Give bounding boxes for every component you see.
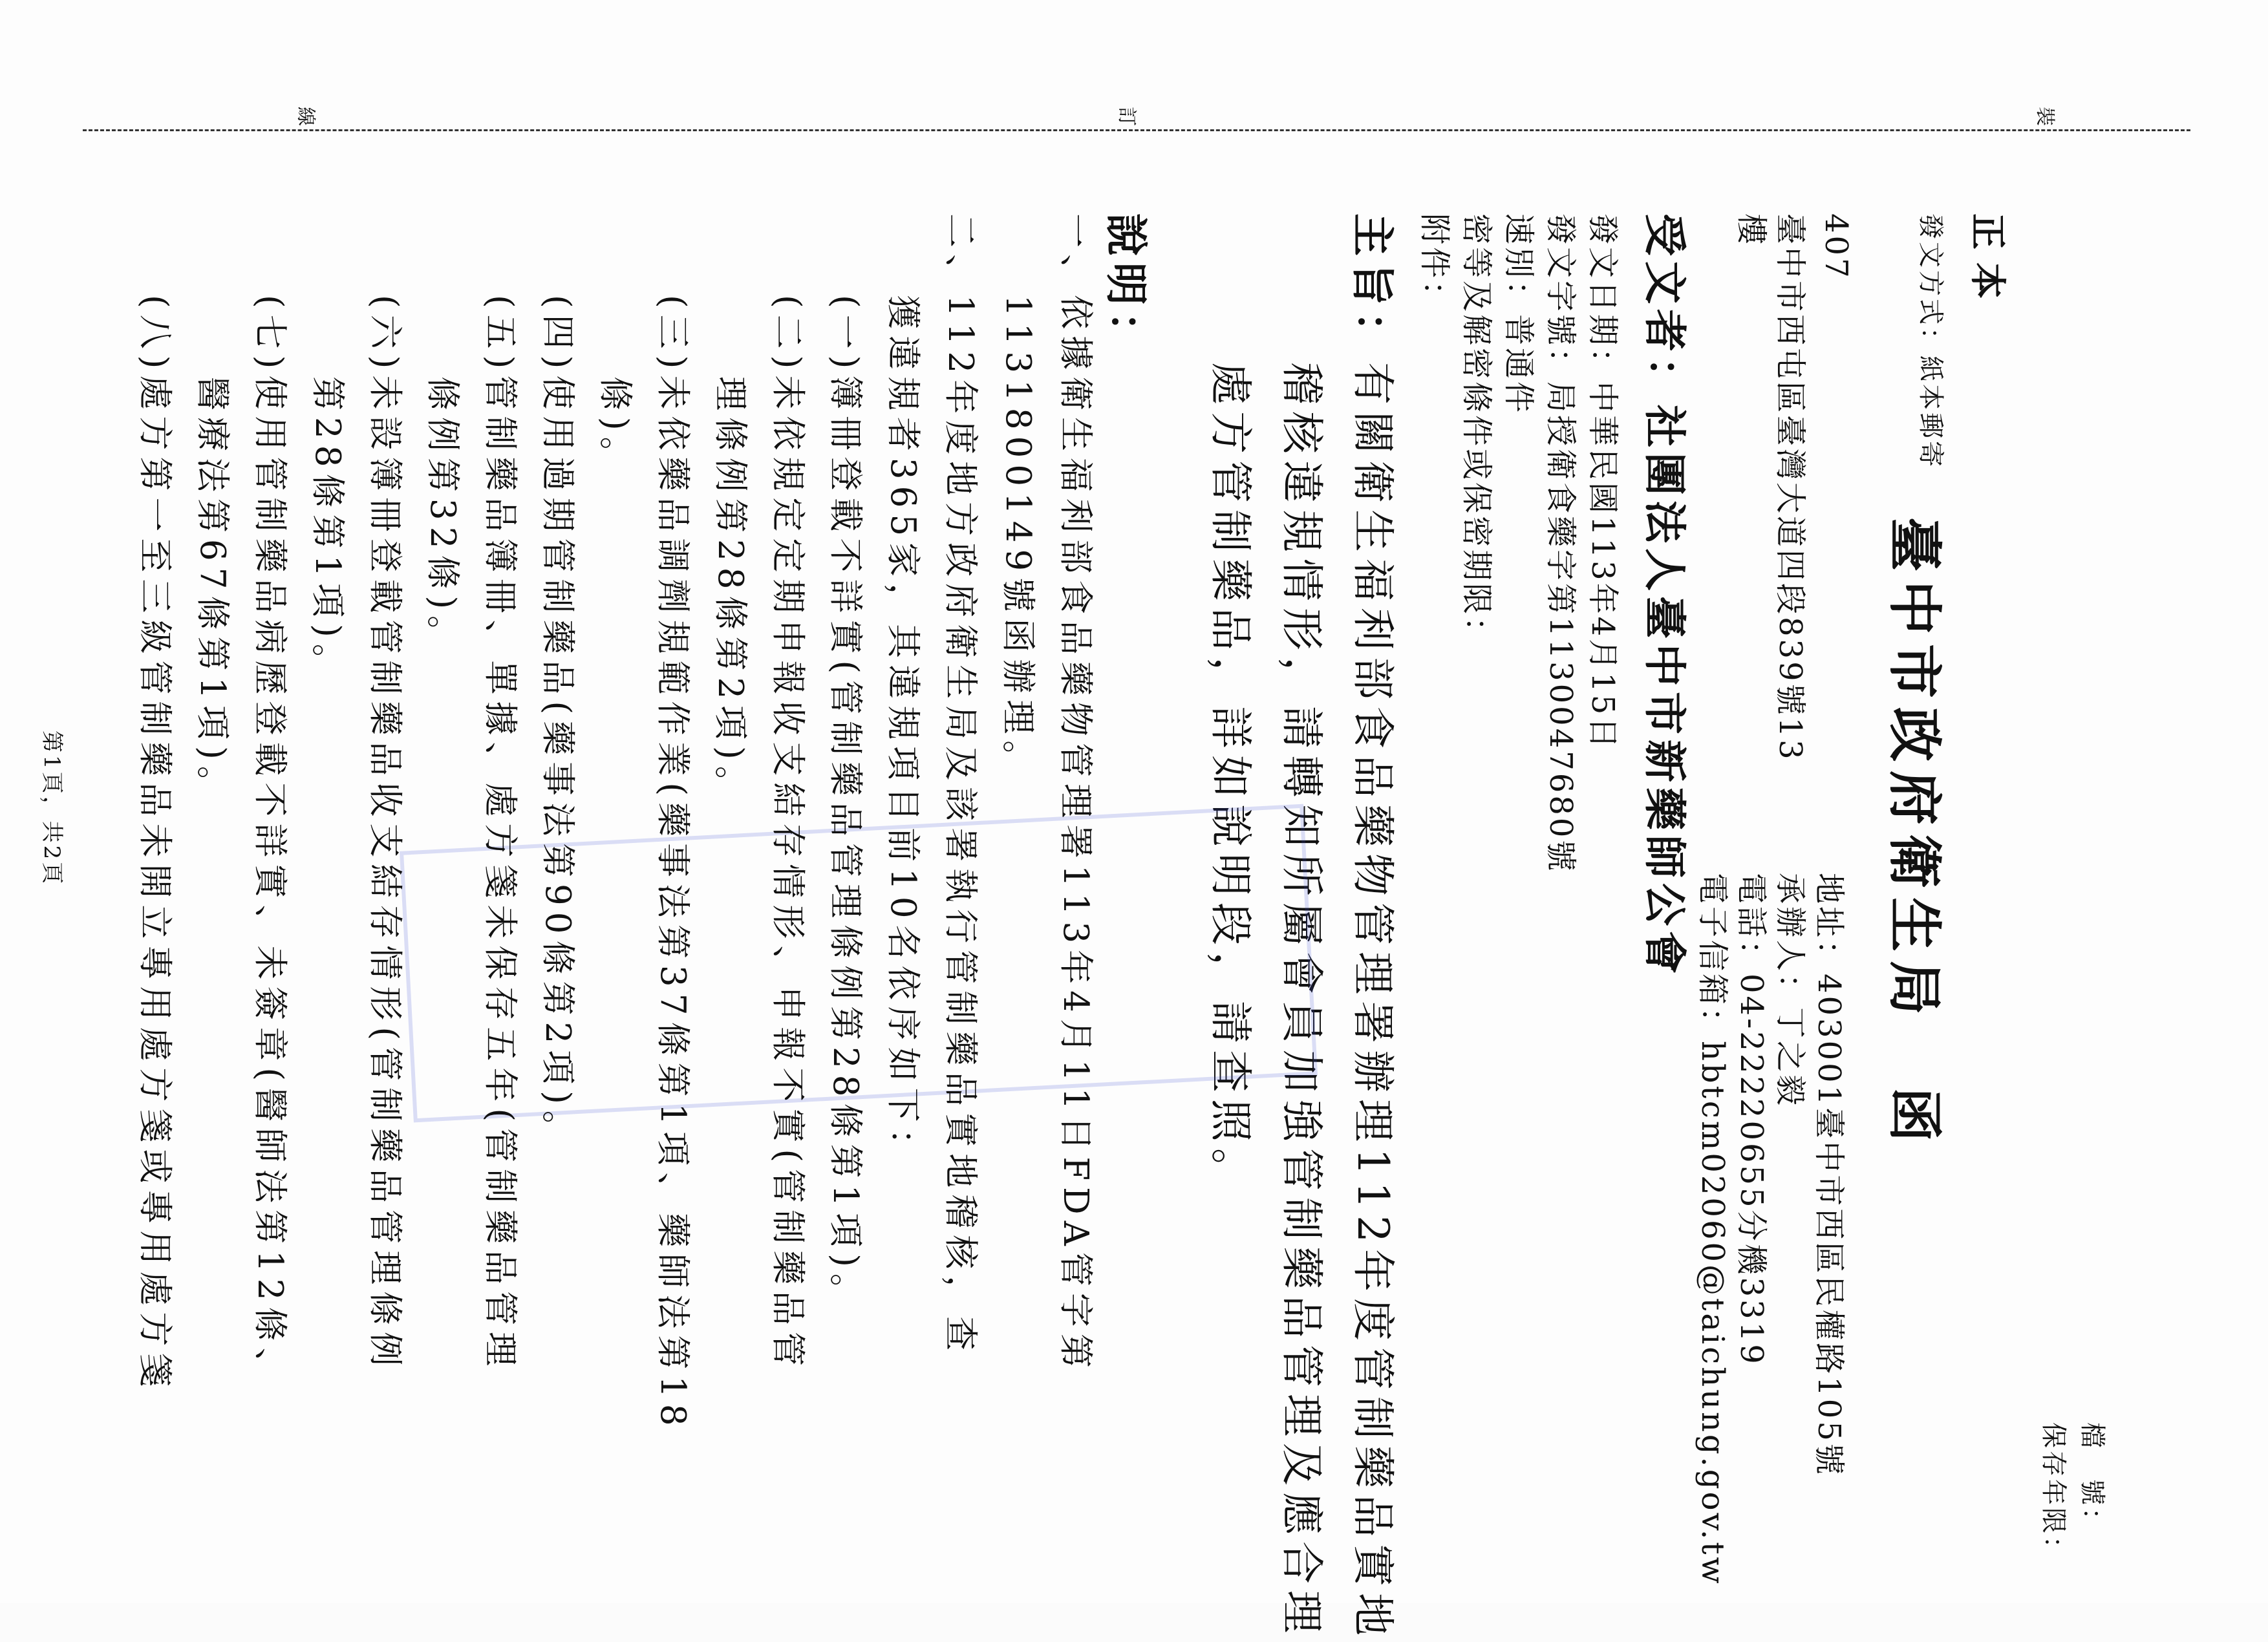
explanation-line: 一、依據衛生福利部食品藥物管理署113年4月11日FDA管字第 (1056, 213, 1095, 1374)
subject-line: 有關衛生福利部食品藥物管理署辦理112年度管制藥品實地 (1348, 362, 1398, 1642)
original-copy-label: 正本 (1966, 213, 2009, 312)
explanation-label: 說明： (1101, 213, 1151, 361)
explanation-line: (六)未設簿冊登載管制藥品收支結存情形(管制藥品管理條例 (365, 213, 405, 1373)
sender-address-line1: 臺中市西屯區臺灣大道四段839號13 (1772, 213, 1808, 762)
explanation-line: 第28條第1項)。 (308, 213, 347, 685)
binding-mark-zhuang: 裝 (2033, 107, 2056, 126)
sender-address-line2: 樓 (1733, 213, 1770, 248)
explanation-line: 條例第32條)。 (423, 213, 462, 657)
recipient: 受文者：社團法人臺中市新藥師公會 (1640, 213, 1690, 979)
binding-line (83, 129, 2190, 133)
contact-phone: 電話：04-22220655分機3319 (1733, 873, 1770, 1367)
priority: 速別：普通件 (1501, 213, 1537, 416)
file-number-label: 檔 號： (2077, 1422, 2107, 1536)
explanation-line: (一)簿冊登載不詳實(管制藥品管理條例第28條第1項)。 (826, 213, 865, 1314)
explanation-line: (四)使用過期管制藥品(藥事法第90條第2項)。 (538, 213, 577, 1151)
sender-postal-code: 407 (1818, 213, 1854, 281)
contact-person: 承辦人：丁之毅 (1772, 873, 1808, 1109)
subject-line: 處方管制藥品，詳如說明段，請查照。 (1206, 362, 1256, 1197)
explanation-line: (三)未依藥品調劑規範作業(藥事法第37條第1項、藥師法第18 (653, 213, 692, 1433)
subject-label: 主旨： (1347, 213, 1398, 361)
delivery-method: 發文方式：紙本郵寄 (1916, 213, 1945, 469)
subject-line: 稽核違規情形，請轉知所屬會員加強管制藥品管理及應合理 (1277, 362, 1327, 1639)
page-number: 第1頁，共2頁 (39, 730, 65, 887)
explanation-line: 二、112年度地方政府衛生局及該署執行管制藥品實地稽核，查 (941, 213, 980, 1358)
issue-date: 發文日期：中華民國113年4月15日 (1585, 213, 1621, 751)
explanation-line: 理條例第28條第2項)。 (711, 213, 750, 807)
document-number: 發文字號：局授衛食藥字第1130047680號 (1543, 213, 1579, 874)
binding-mark-xian: 線 (294, 107, 317, 126)
explanation-line: 醫療法第67條第1項)。 (193, 213, 232, 807)
explanation-line: (七)使用管制藥品病歷登載不詳實、未簽章(醫師法第12條、 (250, 213, 290, 1389)
explanation-line: 1131800149號函辦理。 (998, 213, 1038, 782)
retention-period-label: 保存年限： (2038, 1422, 2068, 1564)
attachment: 附件： (1417, 213, 1453, 315)
contact-address: 地址：403001臺中市西區民權路105號 (1811, 873, 1847, 1477)
explanation-line: (八)處方第一至三級管制藥品未開立專用處方箋或專用處方箋 (135, 213, 175, 1394)
explanation-line: (二)未依規定定期申報收支結存情形、申報不實(管制藥品管 (768, 213, 808, 1373)
explanation-line: 條)。 (595, 213, 635, 478)
document-title: 臺中市政府衛生局 函 (1883, 517, 1947, 1151)
secrecy-level: 密等及解密條件或保密期限： (1459, 213, 1495, 651)
explanation-line: (五)管制藥品簿冊、單據、處方箋未保存五年(管制藥品管理 (480, 213, 520, 1373)
contact-email: 電子信箱：hbtcm02060@taichung.gov.tw (1695, 873, 1731, 1586)
explanation-line: 獲違規者365家，其違規項目前10名依序如下： (883, 213, 923, 1169)
binding-mark-ding: 訂 (1115, 107, 1138, 126)
